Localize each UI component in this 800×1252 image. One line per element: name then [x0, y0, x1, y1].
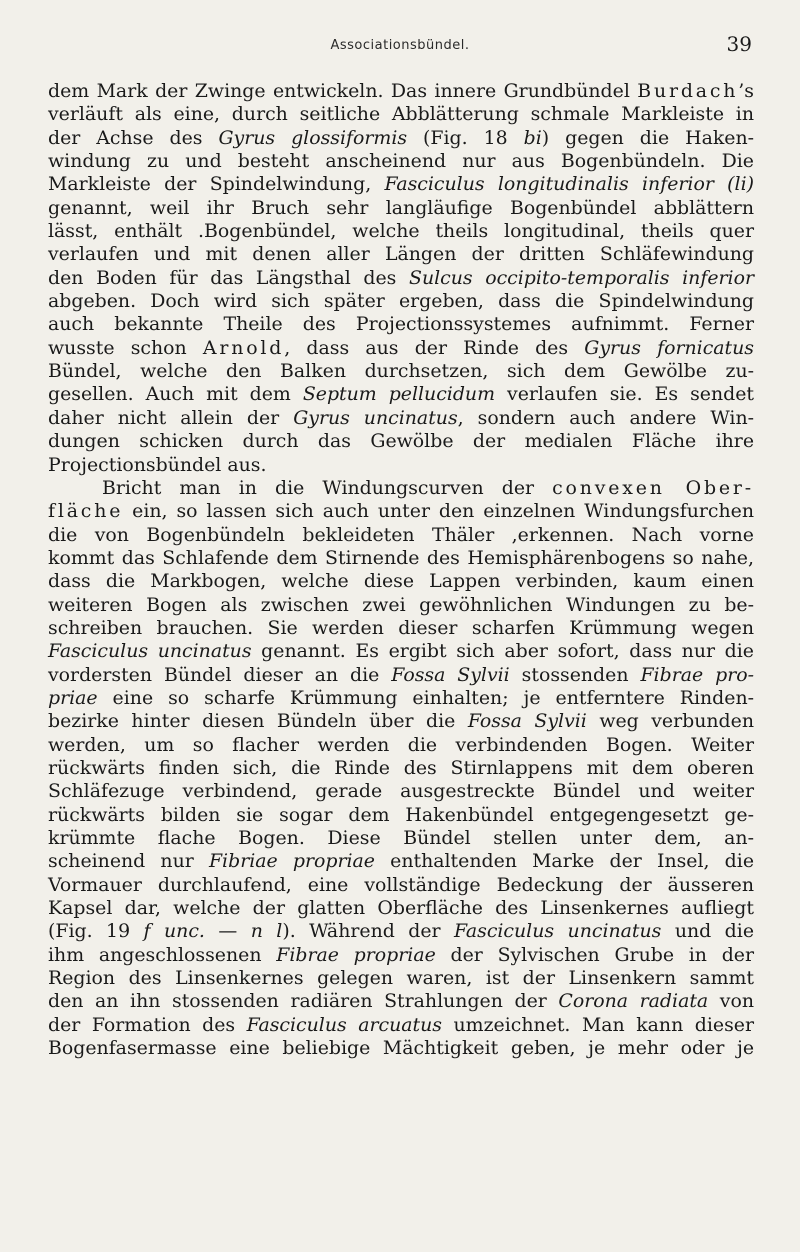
- spaced-name: fläche: [48, 500, 124, 523]
- italic-term: priae: [48, 686, 98, 709]
- text-line: [48, 874, 754, 897]
- text-line: [48, 920, 754, 943]
- text-line: [48, 243, 754, 266]
- text-run: die von Bogenbündeln bekleideten Thäler ,erkennen. Nach vorne: [48, 523, 754, 546]
- text-line: [48, 500, 754, 523]
- text-run: auch bekannte Theile des Projectionssystemes aufnimmt. Ferner: [48, 313, 754, 336]
- text-run: , sondern auch andere Win-: [457, 406, 754, 429]
- italic-term: Fibriae propriae: [208, 850, 375, 873]
- text-line: [48, 687, 754, 710]
- text-line: [48, 850, 754, 873]
- text-run: kommt das Schlafende dem Stirnende des Hemisphärenbogens so nahe,: [48, 546, 754, 569]
- text-run: krümmte flache Bogen. Diese Bündel stellen unter dem, an-: [48, 827, 754, 849]
- text-line: [48, 827, 754, 850]
- text-run: ). Während der: [282, 920, 455, 943]
- text-line: [48, 804, 754, 827]
- text-line: [48, 944, 754, 967]
- text-run: den an ihn stossenden radiären Strahlungen der: [48, 990, 559, 1013]
- text-run: Projectionsbündel aus.: [48, 453, 267, 476]
- spaced-name: Burdach: [637, 80, 739, 102]
- text-line: [48, 127, 754, 150]
- text-line: [48, 477, 754, 500]
- text-run: windung zu und besteht anscheinend nur aus Bogenbündeln. Die: [48, 150, 754, 173]
- text-run: enthaltenden Marke der Insel, die: [374, 850, 754, 873]
- text-line: [48, 990, 754, 1013]
- text-line: [48, 313, 754, 336]
- text-line: [48, 757, 754, 780]
- text-run: weiteren Bogen als zwischen zwei gewöhnlichen Windungen zu be-: [48, 593, 754, 616]
- text-run: genannt. Es ergibt sich aber sofort, dass nur die: [251, 640, 754, 663]
- text-line: [48, 897, 754, 920]
- running-head: Associationsbündel.: [330, 38, 470, 53]
- spaced-name: convexen Ober-: [552, 476, 754, 499]
- text-line: [48, 594, 754, 617]
- text-run: der Sylvischen Grube in der: [435, 943, 754, 966]
- text-run: verlaufen sie. Es sendet: [495, 383, 754, 406]
- text-line: [48, 1037, 754, 1060]
- text-run: ’s: [738, 80, 754, 102]
- text-run: dem Mark der Zwinge entwickeln. Das innere Grundbündel: [48, 80, 638, 102]
- text-run: daher nicht allein der: [48, 406, 294, 429]
- text-run: weg verbunden: [586, 710, 754, 733]
- italic-term: f unc.: [143, 920, 205, 943]
- text-line: [48, 360, 754, 383]
- text-run: ein, so lassen sich auch unter den einzelnen Windungsfurchen: [123, 500, 754, 523]
- text-line: [48, 103, 754, 126]
- text-run: (Fig. 18: [407, 126, 524, 149]
- text-run: Markleiste der Spindelwindung,: [48, 173, 385, 196]
- text-line: [48, 967, 754, 990]
- text-line: [48, 150, 754, 173]
- text-run: —: [204, 920, 251, 943]
- text-run: lässt, enthält .Bogenbündel, welche theils longitudinal, theils quer: [48, 220, 754, 243]
- text-run: Vormauer durchlaufend, eine vollständige Bedeckung der äusseren: [48, 873, 754, 896]
- italic-term: Fossa Sylvii: [391, 663, 510, 686]
- page-header: [48, 32, 752, 62]
- text-run: scheinend nur: [48, 850, 209, 873]
- text-line: [48, 547, 754, 570]
- text-run: rückwärts bilden sie sogar dem Hakenbündel entgegengesetzt ge-: [48, 803, 754, 826]
- italic-term: Gyrus uncinatus: [293, 406, 458, 429]
- text-line: [48, 220, 754, 243]
- text-line: [48, 1014, 754, 1037]
- text-line: [48, 570, 754, 593]
- text-run: vordersten Bündel dieser an die: [48, 663, 392, 686]
- italic-term: Fibrae propriae: [276, 943, 436, 966]
- italic-term: Fasciculus longitudinalis inferior (li): [384, 173, 754, 196]
- italic-term: Fasciculus uncinatus: [454, 920, 662, 943]
- text-run: (Fig. 19: [48, 920, 144, 943]
- text-line: [48, 454, 754, 477]
- italic-term: Fossa Sylvii: [467, 710, 587, 733]
- text-line: [48, 430, 754, 453]
- text-run: bezirke hinter diesen Bündeln über die: [48, 710, 468, 733]
- text-run: stossenden: [509, 663, 641, 686]
- text-line: [48, 734, 754, 757]
- text-run: eine so scharfe Krümmung einhalten; je entferntere Rinden-: [97, 686, 754, 709]
- text-line: [48, 267, 754, 290]
- text-line: [48, 710, 754, 733]
- text-run: der Achse des: [48, 126, 219, 149]
- spaced-name: Arnold: [202, 336, 285, 359]
- text-run: wusste schon: [48, 336, 203, 359]
- italic-term: Gyrus fornicatus: [584, 336, 754, 359]
- italic-term: Fasciculus arcuatus: [246, 1013, 442, 1036]
- text-line: [48, 780, 754, 803]
- text-line: [48, 80, 754, 103]
- text-run: , dass aus der Rinde des: [284, 336, 585, 359]
- text-run: Schläfezuge verbindend, gerade ausgestreckte Bündel und weiter: [48, 780, 754, 803]
- text-run: werden, um so flacher werden die verbindenden Bogen. Weiter: [48, 733, 754, 756]
- text-run: Bündel, welche den Balken durchsetzen, sich dem Gewölbe zu-: [48, 360, 754, 383]
- italic-term: Sulcus occipito-temporalis inferior: [409, 266, 754, 289]
- text-run: genannt, weil ihr Bruch sehr langläufige Bogenbündel abblättern: [48, 196, 754, 219]
- text-run: den Boden für das Längsthal des: [48, 266, 409, 289]
- italic-term: n l: [250, 920, 283, 943]
- page-number: 39: [726, 32, 752, 56]
- text-line: [48, 664, 754, 687]
- italic-term: Corona radiata: [558, 990, 709, 1013]
- text-run: und die: [661, 920, 754, 943]
- text-line: [48, 407, 754, 430]
- italic-term: Fibrae pro-: [640, 663, 754, 686]
- text-run: verlaufen und mit denen aller Längen der dritten Schläfewindung: [48, 243, 754, 266]
- text-run: ihm angeschlossenen: [48, 943, 277, 966]
- text-line: [48, 290, 754, 313]
- text-run: dass die Markbogen, welche diese Lappen verbinden, kaum einen: [48, 570, 754, 593]
- text-run: schreiben brauchen. Sie werden dieser scharfen Krümmung wegen: [48, 616, 754, 639]
- text-line: [48, 337, 754, 360]
- italic-term: Fasciculus uncinatus: [48, 640, 252, 663]
- text-run: Region des Linsenkernes gelegen waren, ist der Linsenkern sammt: [48, 967, 754, 990]
- text-run: Bricht man in die Windungscurven der: [102, 476, 553, 499]
- text-run: dungen schicken durch das Gewölbe der medialen Fläche ihre: [48, 430, 754, 453]
- italic-term: Gyrus glossiformis: [218, 126, 408, 149]
- text-run: abgeben. Doch wird sich später ergeben, dass die Spindelwindung: [48, 290, 754, 313]
- text-run: der Formation des: [48, 1013, 247, 1036]
- italic-term: Septum pellucidum: [302, 383, 496, 406]
- text-run: von: [708, 990, 754, 1013]
- text-line: [48, 524, 754, 547]
- text-line: [48, 617, 754, 640]
- italic-term: bi: [523, 126, 542, 149]
- text-run: ) gegen die Haken-: [541, 126, 755, 149]
- text-run: Bogenfasermasse eine beliebige Mächtigkeit geben, je mehr oder je: [48, 1037, 754, 1060]
- text-run: umzeichnet. Man kann dieser: [441, 1013, 754, 1036]
- text-run: Kapsel dar, welche der glatten Oberfläche des Linsenkernes aufliegt: [48, 897, 754, 920]
- text-run: gesellen. Auch mit dem: [48, 383, 303, 406]
- text-run: verläuft als eine, durch seitliche Abblätterung schmale Markleiste in: [48, 103, 754, 126]
- text-line: [48, 197, 754, 220]
- text-line: [48, 383, 754, 406]
- text-line: [48, 640, 754, 663]
- text-line: [48, 173, 754, 196]
- body-text: [48, 80, 754, 1060]
- text-run: rückwärts finden sich, die Rinde des Stirnlappens mit dem oberen: [48, 756, 754, 779]
